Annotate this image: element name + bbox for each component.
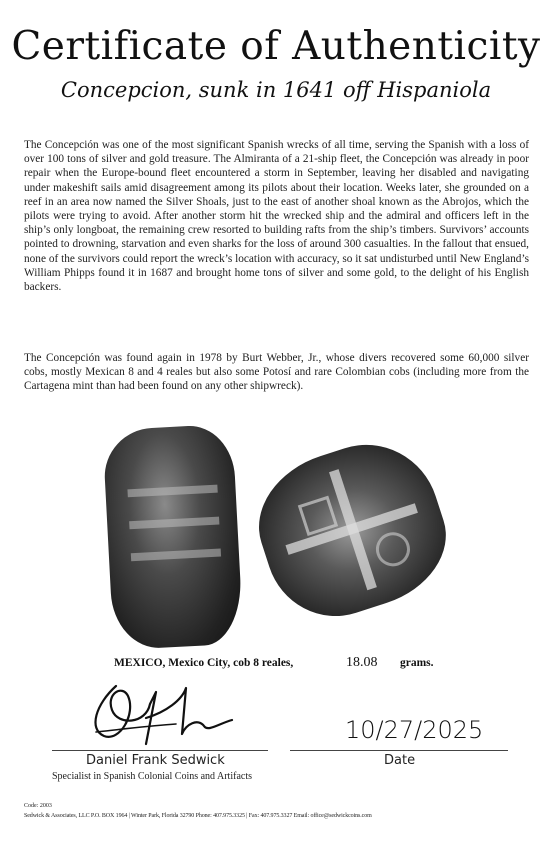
coin-weight-unit: grams.	[400, 657, 434, 669]
date-label: Date	[384, 753, 416, 768]
signer-title: Specialist in Spanish Colonial Coins and Artifacts	[52, 771, 252, 782]
certificate-subtitle: Concepcion, sunk in 1641 off Hispaniola	[60, 78, 492, 102]
recovery-paragraph: The Concepción was found again in 1978 by Burt Webber, Jr., whose divers recovered some 60,000 silver cobs, mostly Mexican 8 and 4 reales but also some Potosí and rare Colombian cobs (including more from the Cartagena mint than had been found on any other shipwreck).	[24, 352, 529, 393]
shield-band-decoration	[127, 485, 217, 498]
coin-obverse-image	[102, 424, 243, 651]
coin-weight: 18.08	[346, 655, 378, 670]
shield-band-decoration	[129, 517, 219, 530]
coin-reverse-image	[242, 426, 463, 634]
lion-decoration	[372, 528, 415, 571]
certificate-code: Code: 2003	[24, 803, 52, 809]
handwritten-signature	[86, 674, 236, 754]
signer-name: Daniel Frank Sedwick	[86, 753, 225, 768]
certificate-date: 10/27/2025	[345, 716, 484, 744]
certificate-title: Certificate of Authenticity	[11, 24, 541, 69]
date-line	[290, 750, 508, 751]
history-paragraph: The Concepción was one of the most significant Spanish wrecks of all time, serving the Spanish with a loss of over 100 tons of silver and gold treasure. The Almiranta of a 21-ship fleet, the Concepción was already in poor repair when the Europe-bound fleet encountered a storm in September, leaving her disabled and navigating under makeshift sails amid disagreement among its pilots about their location. Weeks later, she grounded on a reef in an area now named the Silver Shoals, just to the east of another shoal known as the Abrojos, which the pilots were trying to avoid. After another storm hit the wrecked ship and the admiral and officers left in the ship’s only longboat, the remaining crew resorted to building rafts from the ship’s timbers. Survivors’ accounts pointed to drowning, starvation and even sharks for the loss of around 300 casualties. In the fallout that ensued, none of the survivors could report the wreck’s location with accuracy, so it sat undisturbed until New England’s William Phipps found it in 1687 and brought home tons of silver and some gold, to the delight of his English backers.	[24, 139, 529, 294]
coin-description: MEXICO, Mexico City, cob 8 reales,	[114, 657, 294, 669]
contact-footer: Sedwick & Associates, LLC P.O. BOX 1964 | Winter Park, Florida 32790 Phone: 407.975.3325 | Fax: 407.975.3327 Email: office@sedwickcoins.com	[24, 813, 372, 819]
signature-line	[52, 750, 268, 751]
shield-band-decoration	[131, 549, 221, 562]
